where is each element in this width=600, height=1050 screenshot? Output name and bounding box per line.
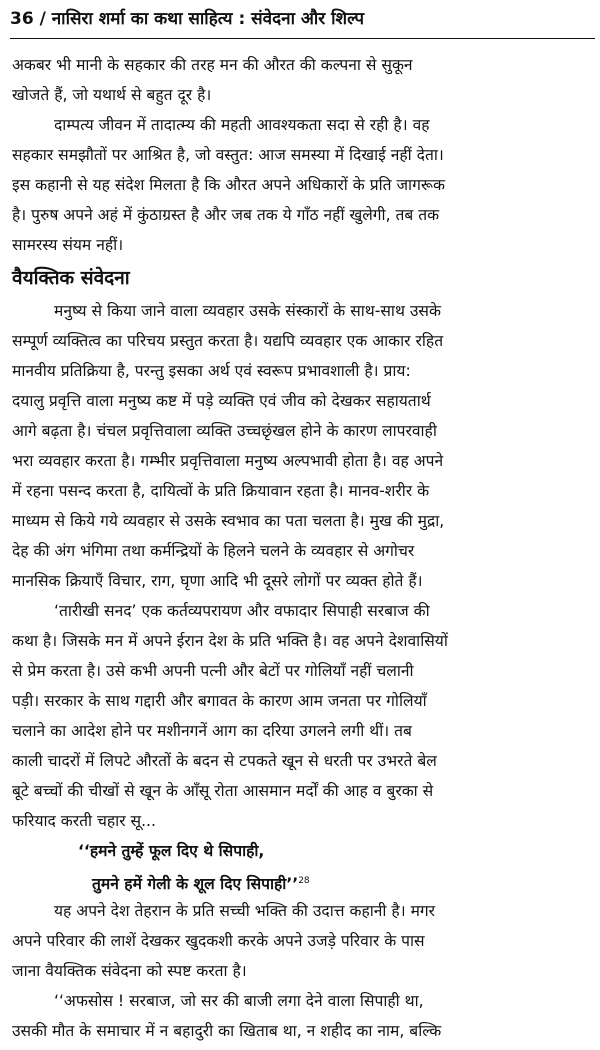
paragraph-2-line: इस कहानी से यह संदेश मिलता है कि औरत अपने अधिकारों के प्रति जागरूक (12, 176, 445, 194)
running-header (10, 4, 595, 34)
paragraph-3-line: भरा व्यवहार करता है। गम्भीर प्रवृत्तिवाला मनुष्य अल्पभावी होता है। वह अपने (12, 452, 444, 470)
paragraph-1-line: खोजते हैं, जो यथार्थ से बहुत दूर है। (12, 86, 212, 104)
paragraph-3-line: सम्पूर्ण व्यक्तित्व का परिचय प्रस्तुत करता है। यद्यपि व्यवहार एक आकार रहित (12, 332, 444, 350)
paragraph-4-line: काली चादरों में लिपटे औरतों के बदन से टपकते खून से धरती पर उभरते बेल (12, 752, 437, 770)
paragraph-6-line: उसकी मौत के समाचार में न बहादुरी का खिताब था, न शहीद का नाम, बल्कि (12, 1022, 442, 1040)
footnote-marker: 28 (298, 876, 310, 886)
paragraph-3-line: मानसिक क्रियाएँ विचार, राग, घृणा आदि भी दूसरे लोगों पर व्यक्त होते हैं। (12, 572, 423, 590)
quote-line-2-text: तुमने हमें गेली के शूल दिए सिपाही’’ (92, 875, 299, 894)
paragraph-6-line: ‘‘अफसोस ! सरबाज, जो सर की बाजी लगा देने वाला सिपाही था, (54, 992, 424, 1010)
header-separator: / (39, 9, 46, 29)
paragraph-3-line: माध्यम से किये गये व्यवहार से उसके स्वभाव का पता चलता है। मुख की मुद्रा, (12, 512, 445, 530)
paragraph-4-line: से प्रेम करता है। उसे कभी अपनी पत्नी और बेटों पर गोलियाँ नहीं चलानी (12, 662, 414, 680)
paragraph-4-line: कथा है। जिसके मन में अपने ईरान देश के प्रति भक्ति है। वह अपने देशवासियों (12, 632, 448, 650)
paragraph-2-line: सहकार समझौतों पर आश्रित है, जो वस्तुत: आज समस्या में दिखाई नहीं देता। (12, 146, 444, 164)
section-heading: वैयक्तिक संवेदना (12, 267, 130, 289)
quote-line-1: ‘‘हमने तुम्हें फूल दिए थे सिपाही, (78, 842, 265, 860)
quote-line-2 (92, 866, 310, 899)
running-title: नासिरा शर्मा का कथा साहित्य : संवेदना और शिल्प (51, 9, 365, 29)
paragraph-4-line: पड़ी। सरकार के साथ गद्दारी और बगावत के कारण आम जनता पर गोलियाँ (12, 692, 427, 710)
paragraph-4-line: चलाने का आदेश होने पर मशीनगनें आग का दरिया उगलने लगी थीं। तब (12, 722, 412, 740)
paragraph-3-line: में रहना पसन्द करता है, दायित्वों के प्रति क्रियावान रहता है। मानव-शरीर के (12, 482, 430, 500)
paragraph-4-line: फरियाद करती चहार सू... (12, 812, 156, 830)
paragraph-3-line: दयालु प्रवृत्ति वाला मनुष्य कष्ट में पड़े व्यक्ति एवं जीव को देखकर सहायतार्थ (12, 392, 431, 410)
paragraph-4-line: बूटे बच्चों की चीखों से खून के आँसू रोता आसमान मर्दों की आह व बुरका से (12, 782, 434, 800)
paragraph-3-line: मानवीय प्रतिक्रिया है, परन्तु इसका अर्थ एवं स्वरूप प्रभावशाली है। प्राय: (12, 362, 411, 380)
paragraph-1-line: अकबर भी मानी के सहकार की तरह मन की औरत की कल्पना से सुकून (12, 56, 413, 74)
page-number: 36 (10, 9, 34, 29)
paragraph-2-line: सामरस्य संयम नहीं। (12, 236, 124, 254)
paragraph-5-line: जाना वैयक्तिक संवेदना को स्पष्ट करता है। (12, 962, 247, 980)
paragraph-2-line: दाम्पत्य जीवन में तादात्म्य की महती आवश्यकता सदा से रही है। वह (54, 116, 430, 134)
paragraph-5-line: यह अपने देश तेहरान के प्रति सच्ची भक्ति की उदात्त कहानी है। मगर (54, 902, 436, 920)
paragraph-3-line: मनुष्य से किया जाने वाला व्यवहार उसके संस्कारों के साथ-साथ उसके (54, 302, 441, 320)
paragraph-2-line: है। पुरुष अपने अहं में कुंठाग्रस्त है और जब तक ये गाँठ नहीं खुलेगी, तब तक (12, 206, 440, 224)
paragraph-5-line: अपने परिवार की लाशें देखकर खुदकशी करके अपने उजड़े परिवार के पास (12, 932, 425, 950)
paragraph-4-line: ‘तारीखी सनद’ एक कर्तव्यपरायण और वफादार सिपाही सरबाज की (54, 602, 430, 620)
paragraph-3-line: देह की अंग भंगिमा तथा कर्मन्द्रियों के हिलने चलने के व्यवहार से अगोचर (12, 542, 415, 560)
paragraph-3-line: आगे बढ़ता है। चंचल प्रवृत्तिवाला व्यक्ति उच्चछृंखल होने के कारण लापरवाही (12, 422, 437, 440)
header-rule (10, 38, 595, 39)
